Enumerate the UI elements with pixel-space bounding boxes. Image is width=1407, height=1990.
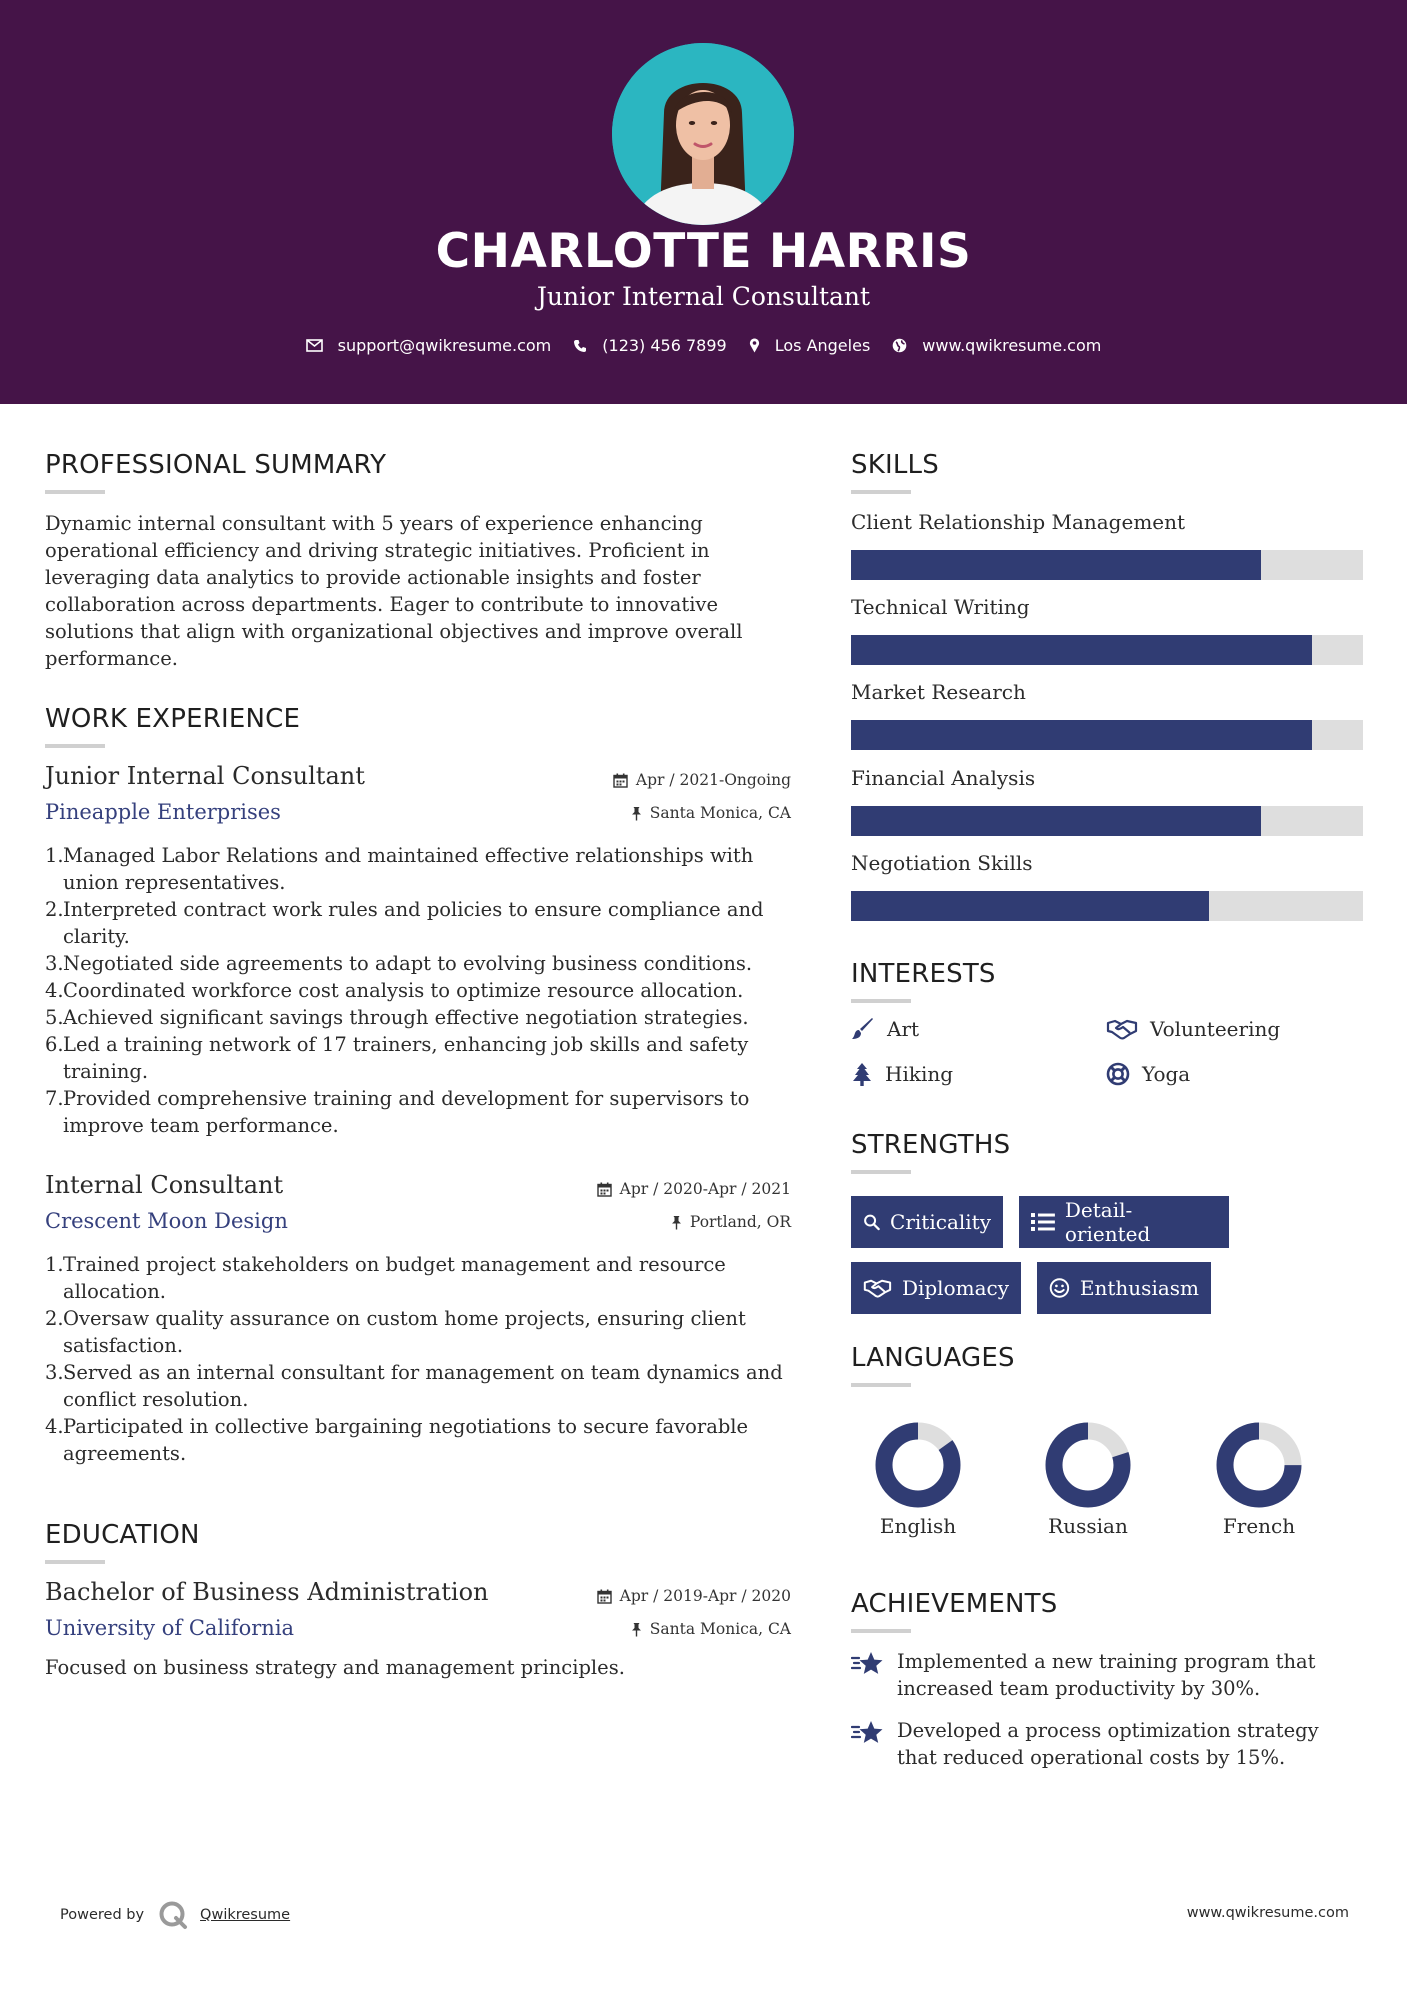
education-dates-text: Apr / 2019-Apr / 2020 (619, 1587, 791, 1605)
list-item: 6. Led a training network of 17 trainers, enhancing job skills and safety training. (45, 1033, 749, 1083)
language-english (853, 1420, 983, 1538)
job-bullet-list (45, 1251, 785, 1467)
list-item: 1. Managed Labor Relations and maintained effective relationships with union representatives. (45, 844, 754, 894)
skill-label: Market Research (851, 680, 1026, 704)
job-dates-text: Apr / 2021-Ongoing (635, 771, 791, 789)
list-item: 3. Served as an internal consultant for management on team dynamics and conflict resolution. (45, 1361, 783, 1411)
pushpin-icon (671, 1215, 682, 1230)
skill-label: Technical Writing (851, 595, 1030, 619)
strength-tag (1037, 1262, 1211, 1314)
candidate-title: Junior Internal Consultant (536, 282, 871, 311)
skill-bar-fill (851, 635, 1312, 665)
list-item: 7. Provided comprehensive training and development for supervisors to improve team performance. (45, 1087, 750, 1137)
summary-divider (45, 490, 105, 494)
job-dates (491, 1180, 791, 1198)
strength-label: Detail-oriented (1064, 1198, 1151, 1246)
strength-label: Diplomacy (901, 1276, 1009, 1300)
language-donut (1194, 1420, 1324, 1510)
job-dates-text: Apr / 2020-Apr / 2021 (619, 1180, 791, 1198)
list-item: 1. Trained project stakeholders on budget management and resource allocation. (45, 1253, 726, 1303)
job-bullet-list (45, 842, 785, 1139)
job-location (491, 804, 791, 822)
qwikresume-link[interactable]: Qwikresume (200, 1907, 291, 1923)
achievement-text: Developed a process optimization strategy that reduced operational costs by 15%. (897, 1719, 1319, 1769)
language-french (1194, 1420, 1324, 1538)
contact-location-text: Los Angeles (774, 336, 871, 355)
list-item: 4. Participated in collective bargaining negotiations to secure favorable agreements. (45, 1415, 749, 1465)
skill-bar (851, 891, 1363, 921)
education-location-text: Santa Monica, CA (649, 1620, 791, 1638)
powered-by-label: Powered by (60, 1907, 145, 1923)
job-title: Junior Internal Consultant (45, 762, 365, 790)
resume-header (0, 0, 1407, 404)
contact-email[interactable] (306, 336, 552, 355)
profile-photo (612, 43, 794, 225)
skill-bar (851, 635, 1363, 665)
achievement-item (851, 1717, 1363, 1771)
job-dates (491, 771, 791, 789)
skill-bar (851, 550, 1363, 580)
envelope-icon (306, 339, 323, 352)
skill-label: Client Relationship Management (851, 510, 1186, 534)
experience-divider (45, 744, 105, 748)
languages-heading: LANGUAGES (851, 1343, 1015, 1373)
strength-tag (1019, 1196, 1229, 1248)
skills-divider (851, 490, 911, 494)
achievements-heading: ACHIEVEMENTS (851, 1589, 1058, 1619)
interests-heading: INTERESTS (851, 959, 996, 989)
skills-heading: SKILLS (851, 450, 939, 480)
interest-label: Art (887, 1017, 920, 1041)
globe-icon (892, 338, 907, 353)
job-location (491, 1213, 791, 1231)
job-title: Internal Consultant (45, 1171, 284, 1199)
footer-url[interactable]: www.qwikresume.com (1186, 1905, 1349, 1921)
pushpin-icon (631, 1622, 642, 1637)
tree-icon (851, 1062, 873, 1086)
list-item: 5. Achieved significant savings through effective negotiation strategies. (45, 1006, 749, 1029)
paintbrush-icon (851, 1017, 875, 1041)
education-divider (45, 1560, 105, 1564)
avatar (612, 43, 794, 225)
language-label: Russian (1048, 1514, 1128, 1538)
interest-label: Yoga (1142, 1062, 1191, 1086)
interest-label: Hiking (885, 1062, 954, 1086)
skill-bar (851, 720, 1363, 750)
skill-label: Financial Analysis (851, 766, 1036, 790)
contact-phone-text: (123) 456 7899 (602, 336, 727, 355)
skill-bar-fill (851, 806, 1261, 836)
footer-powered-by (60, 1900, 290, 1930)
company-name: Crescent Moon Design (45, 1209, 288, 1233)
contact-phone[interactable] (573, 336, 726, 355)
experience-heading: WORK EXPERIENCE (45, 704, 301, 734)
phone-icon (573, 339, 587, 353)
interest-hiking (851, 1062, 953, 1086)
languages-divider (851, 1383, 911, 1387)
calendar-icon (597, 1182, 612, 1197)
contact-email-text: support@qwikresume.com (337, 336, 552, 355)
contact-website-text: www.qwikresume.com (922, 336, 1102, 355)
list-item: 2. Interpreted contract work rules and policies to ensure compliance and clarity. (45, 898, 764, 948)
job-location-text: Portland, OR (689, 1213, 791, 1231)
strengths-heading: STRENGTHS (851, 1130, 1011, 1160)
skill-bar-fill (851, 891, 1209, 921)
list-icon (1031, 1212, 1055, 1232)
strength-tag (851, 1196, 1003, 1248)
summary-text: Dynamic internal consultant with 5 years of experience enhancing operational efficiency and driving strategic initiatives. Proficient in leveraging data analytics to provide actionable insights and foster collaboration across departments. Eager to contribute to innovative solutions that align with organizational objectives and improve overall performance. (45, 512, 743, 670)
interest-label: Volunteering (1150, 1017, 1281, 1041)
strength-label: Enthusiasm (1079, 1276, 1199, 1300)
star-icon (851, 1719, 885, 1747)
school-name: University of California (45, 1616, 295, 1640)
education-heading: EDUCATION (45, 1520, 200, 1550)
qwikresume-logo-icon (158, 1900, 188, 1930)
achievement-text: Implemented a new training program that increased team productivity by 30%. (897, 1650, 1316, 1700)
skill-bar-fill (851, 550, 1261, 580)
contact-location (749, 336, 871, 355)
interests-divider (851, 999, 911, 1003)
strength-tag (851, 1262, 1021, 1314)
star-icon (851, 1650, 885, 1678)
language-label: French (1222, 1514, 1296, 1538)
handshake-icon (1106, 1018, 1138, 1040)
calendar-icon (597, 1589, 612, 1604)
list-item: 3. Negotiated side agreements to adapt to evolving business conditions. (45, 952, 753, 975)
education-location (491, 1620, 791, 1638)
strength-label: Criticality (890, 1210, 991, 1234)
language-russian (1023, 1420, 1153, 1538)
company-name: Pineapple Enterprises (45, 800, 281, 824)
interest-volunteering (1106, 1017, 1280, 1041)
education-dates (491, 1587, 791, 1605)
skill-bar-fill (851, 720, 1312, 750)
language-label: English (879, 1514, 957, 1538)
contact-bar (0, 336, 1407, 355)
search-icon (863, 1210, 880, 1234)
list-item: 4. Coordinated workforce cost analysis to optimize resource allocation. (45, 979, 744, 1002)
summary-heading: PROFESSIONAL SUMMARY (45, 450, 387, 480)
interest-art (851, 1017, 919, 1041)
map-pin-icon (749, 338, 760, 353)
smile-icon (1049, 1277, 1070, 1299)
interest-yoga (1106, 1062, 1190, 1086)
skill-bar (851, 806, 1363, 836)
contact-website[interactable] (892, 336, 1101, 355)
lifebuoy-icon (1106, 1062, 1130, 1086)
handshake-icon (863, 1277, 892, 1299)
strengths-divider (851, 1170, 911, 1174)
list-item: 2. Oversaw quality assurance on custom home projects, ensuring client satisfaction. (45, 1307, 746, 1357)
achievement-item (851, 1648, 1363, 1702)
candidate-name: CHARLOTTE HARRIS (435, 224, 972, 279)
education-description: Focused on business strategy and management principles. (45, 1656, 625, 1679)
degree-title: Bachelor of Business Administration (45, 1578, 489, 1606)
achievements-divider (851, 1629, 911, 1633)
calendar-icon (613, 773, 628, 788)
pushpin-icon (631, 806, 642, 821)
skill-label: Negotiation Skills (851, 851, 1033, 875)
language-donut (853, 1420, 983, 1510)
job-location-text: Santa Monica, CA (649, 804, 791, 822)
language-donut (1023, 1420, 1153, 1510)
